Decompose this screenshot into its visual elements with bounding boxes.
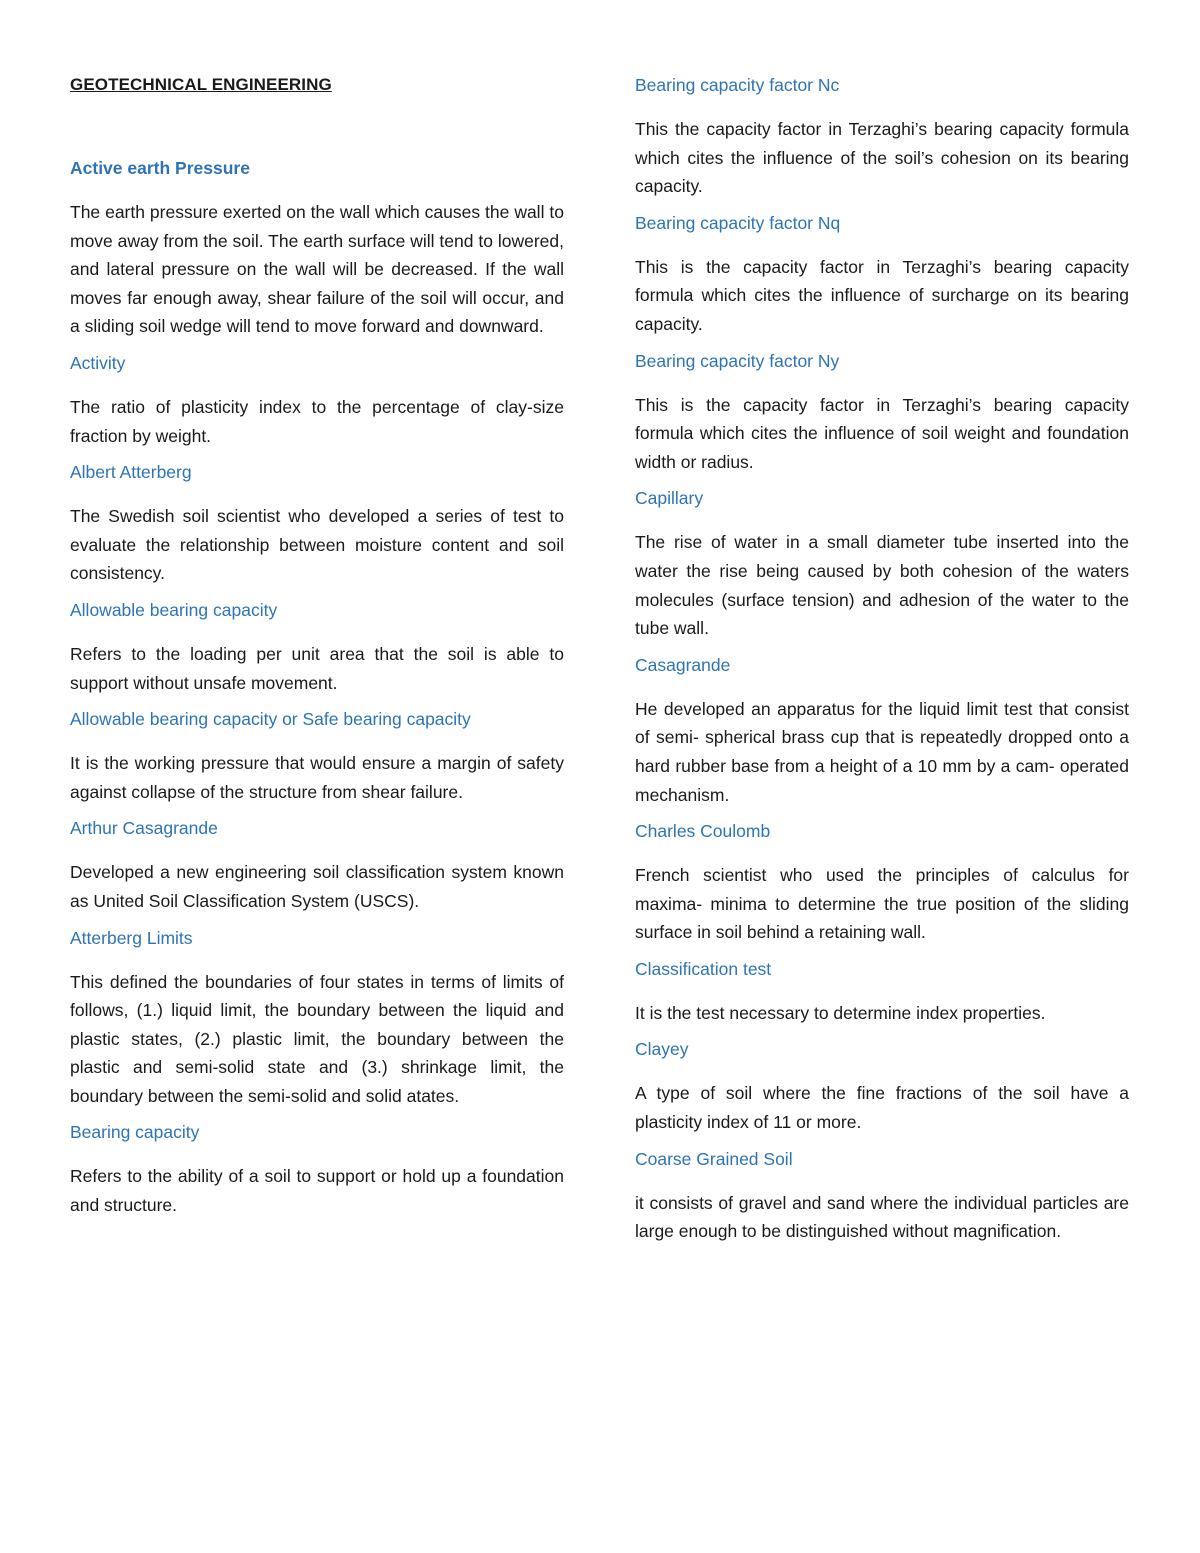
term-definition: He developed an apparatus for the liquid limit test that consist of semi- spherical brass cup that is repeatedly dropped onto a hard rubber base from a height of a 10 mm by a cam- operated mechanism. — [635, 698, 1129, 805]
glossary-entry — [635, 820, 1129, 947]
term-heading: Coarse Grained Soil — [635, 1148, 793, 1169]
term-definition: Developed a new engineering soil classification system known as United Soil Classification System (USCS). — [70, 862, 564, 911]
term-heading: Active earth Pressure — [70, 158, 250, 178]
term-definition: Refers to the ability of a soil to support or hold up a foundation and structure. — [70, 1166, 564, 1216]
term-definition: French scientist who used the principles of calculus for maxima- minima to determine the true position of the sliding surface in soil behind a retaining wall. — [635, 865, 1129, 943]
right-column — [635, 74, 1129, 1257]
term-definition: This is the capacity factor in Terzaghi’s bearing capacity formula which cites the influence of surcharge on its bearing capacity. — [635, 256, 1129, 334]
term-heading: Casagrande — [635, 654, 731, 675]
glossary-entry — [70, 157, 564, 341]
term-heading: Activity — [70, 352, 126, 373]
term-heading: Atterberg Limits — [70, 927, 193, 948]
glossary-entry — [70, 461, 564, 588]
term-heading: Allowable bearing capacity or Safe bearing capacity — [70, 709, 471, 730]
glossary-entry — [635, 350, 1129, 477]
term-definition: The rise of water in a small diameter tube inserted into the water the rise being caused by both cohesion of the waters molecules (surface tension) and adhesion of the water to the tube wall. — [635, 532, 1129, 639]
term-heading: Bearing capacity — [70, 1122, 200, 1143]
term-heading: Clayey — [635, 1039, 689, 1060]
term-definition: It is the test necessary to determine index properties. — [635, 1002, 1046, 1023]
term-definition: The ratio of plasticity index to the percentage of clay-size fraction by weight. — [70, 396, 564, 446]
glossary-entry — [70, 927, 564, 1111]
term-definition: A type of soil where the fine fractions of the soil have a plasticity index of 11 or more. — [635, 1083, 1129, 1133]
term-definition: This is the capacity factor in Terzaghi’s bearing capacity formula which cites the influence of soil weight and foundation width or radius. — [635, 394, 1129, 472]
term-heading: Capillary — [635, 488, 704, 509]
term-heading: Allowable bearing capacity — [70, 599, 278, 620]
glossary-entry — [70, 1121, 564, 1219]
term-definition: This the capacity factor in Terzaghi’s bearing capacity formula which cites the influence of the soil’s cohesion on its bearing capacity. — [635, 119, 1129, 197]
glossary-entry — [635, 1038, 1129, 1136]
term-definition: The earth pressure exerted on the wall which causes the wall to move away from the soil. The earth surface will tend to lowered, and lateral pressure on the wall will be decreased. If the wall moves far enough away, shear failure of the soil will occur, and a sliding soil wedge will tend to move forward and downward. — [70, 202, 564, 337]
term-heading: Albert Atterberg — [70, 462, 192, 483]
glossary-entry — [635, 958, 1129, 1028]
glossary-entry — [635, 212, 1129, 339]
glossary-entry — [635, 1148, 1129, 1246]
glossary-entry — [635, 487, 1129, 642]
term-heading: Bearing capacity factor Nc — [635, 75, 840, 95]
glossary-entry — [70, 599, 564, 697]
term-definition: This defined the boundaries of four states in terms of limits of follows, (1.) liquid limit, the boundary between the liquid and plastic states, (2.) plastic limit, the boundary between the plastic and semi-solid state and (3.) shrinkage limit, the boundary between the semi-solid and solid atates. — [70, 971, 564, 1106]
term-heading: Bearing capacity factor Nq — [635, 212, 841, 233]
term-definition: Refers to the loading per unit area that the soil is able to support without unsafe movement. — [70, 643, 564, 693]
term-definition: The Swedish soil scientist who developed a series of test to evaluate the relationship between moisture content and soil consistency. — [70, 506, 564, 584]
term-definition: it consists of gravel and sand where the individual particles are large enough to be distinguished without magnification. — [635, 1192, 1129, 1242]
term-heading: Classification test — [635, 958, 772, 979]
glossary-entry — [635, 654, 1129, 809]
term-heading: Charles Coulomb — [635, 821, 771, 842]
term-definition: It is the working pressure that would ensure a margin of safety against collapse of the structure from shear failure. — [70, 753, 564, 802]
document-title: GEOTECHNICAL ENGINEERING — [70, 75, 332, 94]
term-heading: Bearing capacity factor Ny — [635, 350, 840, 371]
glossary-entry — [70, 817, 564, 915]
glossary-entry — [70, 708, 564, 806]
left-column — [70, 74, 564, 1231]
glossary-entry — [70, 352, 564, 450]
term-heading: Arthur Casagrande — [70, 818, 218, 839]
glossary-entry — [635, 74, 1129, 201]
